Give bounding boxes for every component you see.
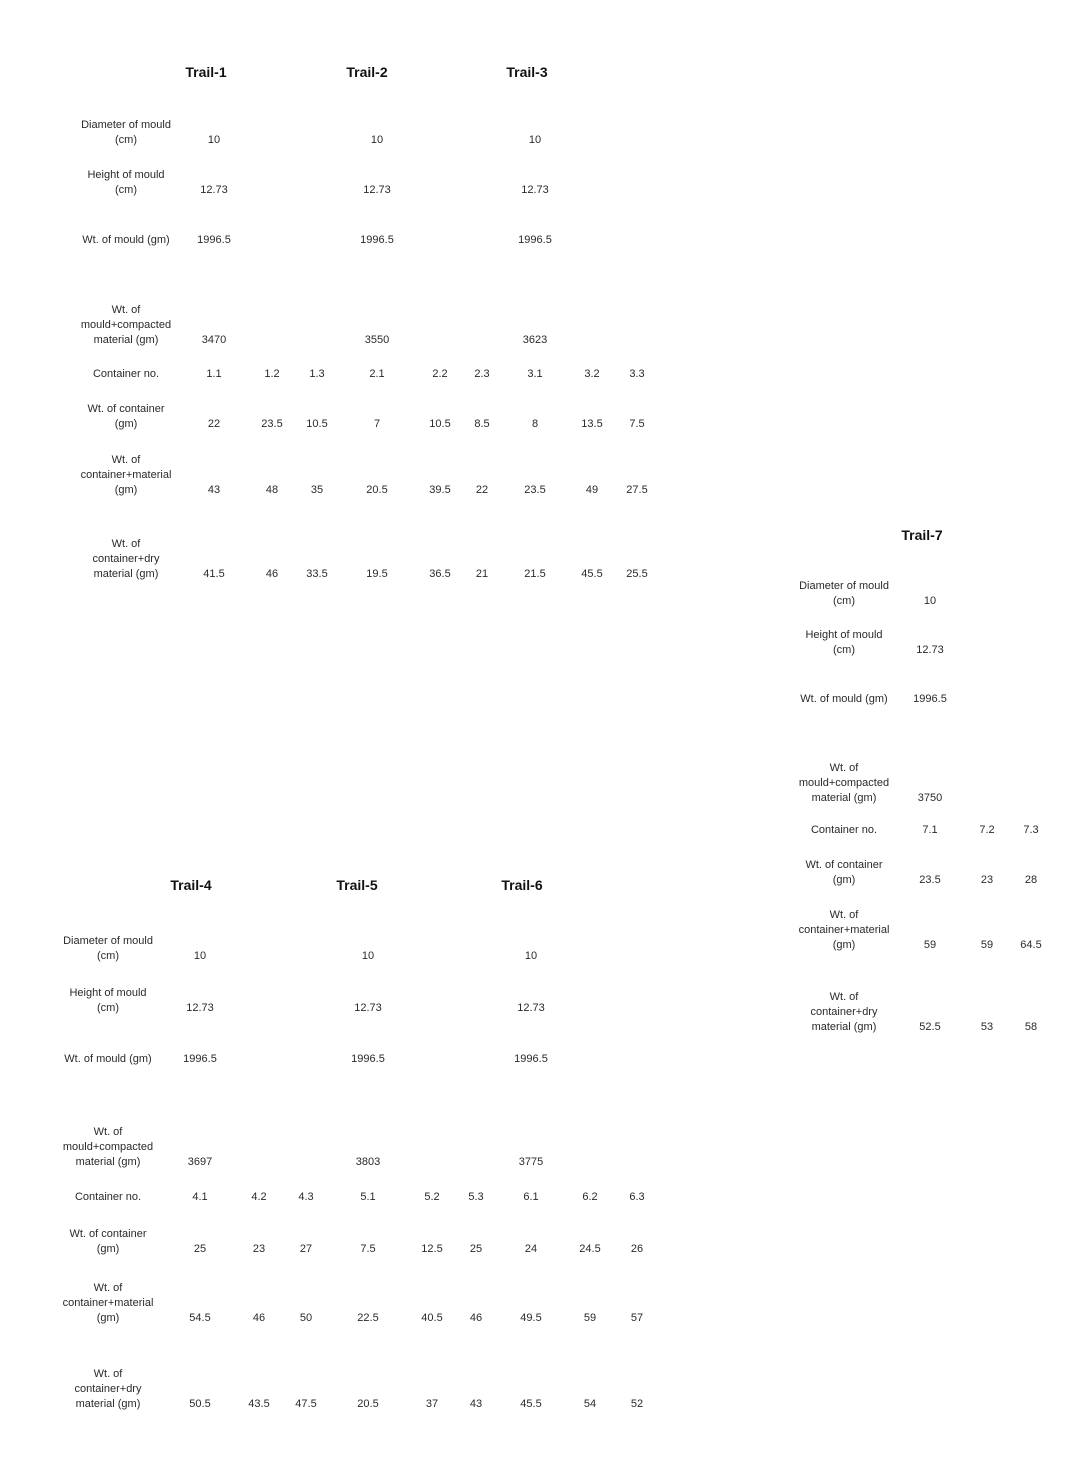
row-label-line: Height of mould bbox=[87, 169, 165, 181]
row-label-container-dry bbox=[66, 537, 186, 582]
cell-diameter: 10 bbox=[524, 950, 538, 962]
cell-container-dry: 43.5 bbox=[248, 1398, 270, 1410]
cell-container-material: 48 bbox=[265, 484, 279, 496]
row-label-container-no bbox=[784, 823, 904, 838]
cell-container-no: 3.2 bbox=[584, 368, 600, 380]
trail-header: Trail-4 bbox=[170, 877, 212, 893]
cell-container-dry: 37 bbox=[425, 1398, 439, 1410]
cell-container-no: 4.1 bbox=[192, 1191, 208, 1203]
row-label-mould-wt bbox=[66, 233, 186, 248]
cell-container-no: 3.3 bbox=[629, 368, 645, 380]
cell-mould-wt: 1996.5 bbox=[360, 234, 394, 246]
cell-container-dry: 21.5 bbox=[524, 568, 546, 580]
cell-container-material: 40.5 bbox=[421, 1312, 443, 1324]
cell-container-wt: 23.5 bbox=[919, 874, 941, 886]
cell-container-material: 59 bbox=[583, 1312, 597, 1324]
row-label-line: Wt. of bbox=[93, 1368, 123, 1380]
row-label-line: Wt. of bbox=[93, 1282, 123, 1294]
cell-container-wt: 24.5 bbox=[579, 1243, 601, 1255]
row-label-diameter bbox=[48, 934, 168, 964]
row-label-mould-wt bbox=[784, 692, 904, 707]
row-label-line: Wt. of bbox=[829, 991, 859, 1003]
row-label-line: mould+compacted bbox=[798, 777, 890, 789]
cell-diameter: 10 bbox=[370, 134, 384, 146]
cell-container-no: 2.1 bbox=[369, 368, 385, 380]
cell-container-dry: 41.5 bbox=[203, 568, 225, 580]
row-label-line: container+material bbox=[798, 924, 890, 936]
cell-container-material: 50 bbox=[299, 1312, 313, 1324]
cell-container-dry: 46 bbox=[265, 568, 279, 580]
row-label-line: Wt. of container bbox=[69, 1228, 147, 1240]
cell-container-wt: 25 bbox=[469, 1243, 483, 1255]
cell-container-dry: 45.5 bbox=[520, 1398, 542, 1410]
cell-container-dry: 45.5 bbox=[581, 568, 603, 580]
row-label-line: Container no. bbox=[92, 368, 160, 380]
trail-header: Trail-2 bbox=[346, 64, 388, 80]
cell-container-dry: 47.5 bbox=[295, 1398, 317, 1410]
cell-container-no: 7.2 bbox=[979, 824, 995, 836]
cell-compacted: 3623 bbox=[522, 334, 548, 346]
cell-container-wt: 26 bbox=[630, 1243, 644, 1255]
cell-container-dry: 52 bbox=[630, 1398, 644, 1410]
cell-compacted: 3550 bbox=[364, 334, 390, 346]
cell-height: 12.73 bbox=[916, 644, 944, 656]
row-label-container-no bbox=[66, 367, 186, 382]
cell-container-no: 5.1 bbox=[360, 1191, 376, 1203]
cell-container-dry: 33.5 bbox=[306, 568, 328, 580]
row-label-container-wt bbox=[784, 858, 904, 888]
cell-container-wt: 10.5 bbox=[429, 418, 451, 430]
cell-container-material: 20.5 bbox=[366, 484, 388, 496]
trail-header: Trail-3 bbox=[506, 64, 548, 80]
cell-container-dry: 43 bbox=[469, 1398, 483, 1410]
row-label-container-material bbox=[784, 908, 904, 953]
cell-height: 12.73 bbox=[521, 184, 549, 196]
cell-compacted: 3750 bbox=[917, 792, 943, 804]
cell-container-no: 2.3 bbox=[474, 368, 490, 380]
row-label-line: Wt. of container bbox=[87, 403, 165, 415]
cell-diameter: 10 bbox=[923, 595, 937, 607]
row-label-compacted bbox=[784, 761, 904, 806]
cell-container-wt: 8.5 bbox=[474, 418, 490, 430]
cell-container-dry: 50.5 bbox=[189, 1398, 211, 1410]
row-label-line: material (gm) bbox=[811, 792, 877, 804]
row-label-line: (cm) bbox=[97, 1002, 119, 1014]
cell-mould-wt: 1996.5 bbox=[913, 693, 947, 705]
row-label-line: Wt. of mould (gm) bbox=[82, 234, 170, 246]
cell-height: 12.73 bbox=[186, 1002, 214, 1014]
cell-container-wt: 13.5 bbox=[581, 418, 603, 430]
row-label-container-material bbox=[66, 453, 186, 498]
cell-mould-wt: 1996.5 bbox=[351, 1053, 385, 1065]
trail-header: Trail-7 bbox=[901, 527, 943, 543]
row-label-height bbox=[66, 168, 186, 198]
row-label-container-material bbox=[48, 1281, 168, 1326]
cell-container-wt: 7 bbox=[373, 418, 381, 430]
trail-header: Trail-6 bbox=[501, 877, 543, 893]
row-label-line: Wt. of mould (gm) bbox=[64, 1053, 152, 1065]
row-label-line: Height of mould bbox=[69, 987, 147, 999]
row-label-line: container+material bbox=[62, 1297, 154, 1309]
row-label-line: Wt. of bbox=[111, 538, 141, 550]
cell-container-material: 23.5 bbox=[524, 484, 546, 496]
row-label-diameter bbox=[784, 579, 904, 609]
row-label-container-dry bbox=[48, 1367, 168, 1412]
cell-container-material: 59 bbox=[923, 939, 937, 951]
row-label-line: (gm) bbox=[832, 874, 856, 886]
row-label-mould-wt bbox=[48, 1052, 168, 1067]
cell-container-dry: 58 bbox=[1024, 1021, 1038, 1033]
cell-mould-wt: 1996.5 bbox=[518, 234, 552, 246]
cell-container-material: 22.5 bbox=[357, 1312, 379, 1324]
cell-container-wt: 27 bbox=[299, 1243, 313, 1255]
cell-container-no: 4.2 bbox=[251, 1191, 267, 1203]
trail-header: Trail-5 bbox=[336, 877, 378, 893]
row-label-line: (gm) bbox=[114, 484, 138, 496]
row-label-line: Wt. of bbox=[111, 454, 141, 466]
row-label-line: container+dry bbox=[810, 1006, 878, 1018]
cell-container-material: 49 bbox=[585, 484, 599, 496]
cell-container-wt: 8 bbox=[531, 418, 539, 430]
row-label-line: Diameter of mould bbox=[81, 119, 171, 131]
row-label-line: material (gm) bbox=[93, 568, 159, 580]
cell-container-wt: 25 bbox=[193, 1243, 207, 1255]
cell-container-dry: 25.5 bbox=[626, 568, 648, 580]
row-label-line: container+dry bbox=[74, 1383, 142, 1395]
cell-mould-wt: 1996.5 bbox=[183, 1053, 217, 1065]
cell-diameter: 10 bbox=[528, 134, 542, 146]
row-label-line: (gm) bbox=[96, 1243, 120, 1255]
cell-container-material: 64.5 bbox=[1020, 939, 1042, 951]
row-label-container-wt bbox=[66, 402, 186, 432]
cell-mould-wt: 1996.5 bbox=[197, 234, 231, 246]
row-label-line: (gm) bbox=[832, 939, 856, 951]
row-label-line: Container no. bbox=[74, 1191, 142, 1203]
cell-container-no: 5.3 bbox=[468, 1191, 484, 1203]
row-label-line: Wt. of bbox=[111, 304, 141, 316]
row-label-line: Diameter of mould bbox=[799, 580, 889, 592]
row-label-line: Wt. of bbox=[93, 1126, 123, 1138]
cell-container-wt: 10.5 bbox=[306, 418, 328, 430]
row-label-line: material (gm) bbox=[75, 1156, 141, 1168]
row-label-container-no bbox=[48, 1190, 168, 1205]
cell-height: 12.73 bbox=[354, 1002, 382, 1014]
cell-container-dry: 53 bbox=[980, 1021, 994, 1033]
cell-compacted: 3775 bbox=[518, 1156, 544, 1168]
row-label-line: (gm) bbox=[96, 1312, 120, 1324]
cell-container-no: 1.1 bbox=[206, 368, 222, 380]
row-label-line: container+material bbox=[80, 469, 172, 481]
row-label-line: mould+compacted bbox=[80, 319, 172, 331]
row-label-container-wt bbox=[48, 1227, 168, 1257]
row-label-compacted bbox=[48, 1125, 168, 1170]
row-label-line: (cm) bbox=[833, 595, 855, 607]
cell-height: 12.73 bbox=[363, 184, 391, 196]
row-label-line: Wt. of bbox=[829, 762, 859, 774]
cell-container-no: 2.2 bbox=[432, 368, 448, 380]
cell-container-material: 27.5 bbox=[626, 484, 648, 496]
cell-container-no: 6.2 bbox=[582, 1191, 598, 1203]
cell-container-dry: 21 bbox=[475, 568, 489, 580]
cell-container-wt: 24 bbox=[524, 1243, 538, 1255]
cell-container-material: 54.5 bbox=[189, 1312, 211, 1324]
cell-container-material: 43 bbox=[207, 484, 221, 496]
row-label-height bbox=[48, 986, 168, 1016]
row-label-line: material (gm) bbox=[75, 1398, 141, 1410]
row-label-line: container+dry bbox=[92, 553, 160, 565]
row-label-line: material (gm) bbox=[811, 1021, 877, 1033]
row-label-line: (cm) bbox=[115, 134, 137, 146]
cell-container-material: 49.5 bbox=[520, 1312, 542, 1324]
row-label-line: (cm) bbox=[97, 950, 119, 962]
trail-header: Trail-1 bbox=[185, 64, 227, 80]
cell-container-no: 6.1 bbox=[523, 1191, 539, 1203]
row-label-line: Wt. of bbox=[829, 909, 859, 921]
row-label-line: material (gm) bbox=[93, 334, 159, 346]
row-label-line: Wt. of mould (gm) bbox=[800, 693, 888, 705]
cell-container-wt: 23 bbox=[252, 1243, 266, 1255]
cell-container-wt: 23 bbox=[980, 874, 994, 886]
cell-container-material: 59 bbox=[980, 939, 994, 951]
cell-container-wt: 28 bbox=[1024, 874, 1038, 886]
row-label-container-dry bbox=[784, 990, 904, 1035]
row-label-line: Diameter of mould bbox=[63, 935, 153, 947]
cell-container-wt: 7.5 bbox=[629, 418, 645, 430]
cell-container-wt: 23.5 bbox=[261, 418, 283, 430]
cell-container-material: 22 bbox=[475, 484, 489, 496]
cell-container-dry: 20.5 bbox=[357, 1398, 379, 1410]
cell-container-wt: 12.5 bbox=[421, 1243, 443, 1255]
row-label-line: Wt. of container bbox=[805, 859, 883, 871]
cell-container-dry: 52.5 bbox=[919, 1021, 941, 1033]
cell-container-wt: 7.5 bbox=[360, 1243, 376, 1255]
cell-container-no: 5.2 bbox=[424, 1191, 440, 1203]
cell-diameter: 10 bbox=[361, 950, 375, 962]
cell-container-no: 7.1 bbox=[922, 824, 938, 836]
cell-compacted: 3470 bbox=[201, 334, 227, 346]
cell-compacted: 3697 bbox=[187, 1156, 213, 1168]
cell-container-no: 6.3 bbox=[629, 1191, 645, 1203]
cell-height: 12.73 bbox=[200, 184, 228, 196]
row-label-line: Container no. bbox=[810, 824, 878, 836]
row-label-line: mould+compacted bbox=[62, 1141, 154, 1153]
cell-container-material: 39.5 bbox=[429, 484, 451, 496]
row-label-compacted bbox=[66, 303, 186, 348]
row-label-line: (cm) bbox=[833, 644, 855, 656]
cell-container-no: 1.2 bbox=[264, 368, 280, 380]
row-label-line: Height of mould bbox=[805, 629, 883, 641]
row-label-line: (gm) bbox=[114, 418, 138, 430]
cell-diameter: 10 bbox=[193, 950, 207, 962]
row-label-height bbox=[784, 628, 904, 658]
cell-compacted: 3803 bbox=[355, 1156, 381, 1168]
cell-container-material: 35 bbox=[310, 484, 324, 496]
cell-container-dry: 36.5 bbox=[429, 568, 451, 580]
cell-container-no: 3.1 bbox=[527, 368, 543, 380]
cell-diameter: 10 bbox=[207, 134, 221, 146]
cell-container-no: 1.3 bbox=[309, 368, 325, 380]
cell-container-dry: 19.5 bbox=[366, 568, 388, 580]
cell-height: 12.73 bbox=[517, 1002, 545, 1014]
row-label-line: (cm) bbox=[115, 184, 137, 196]
cell-container-no: 4.3 bbox=[298, 1191, 314, 1203]
cell-container-material: 46 bbox=[469, 1312, 483, 1324]
cell-container-wt: 22 bbox=[207, 418, 221, 430]
cell-container-no: 7.3 bbox=[1023, 824, 1039, 836]
row-label-diameter bbox=[66, 118, 186, 148]
cell-mould-wt: 1996.5 bbox=[514, 1053, 548, 1065]
cell-container-dry: 54 bbox=[583, 1398, 597, 1410]
cell-container-material: 46 bbox=[252, 1312, 266, 1324]
cell-container-material: 57 bbox=[630, 1312, 644, 1324]
